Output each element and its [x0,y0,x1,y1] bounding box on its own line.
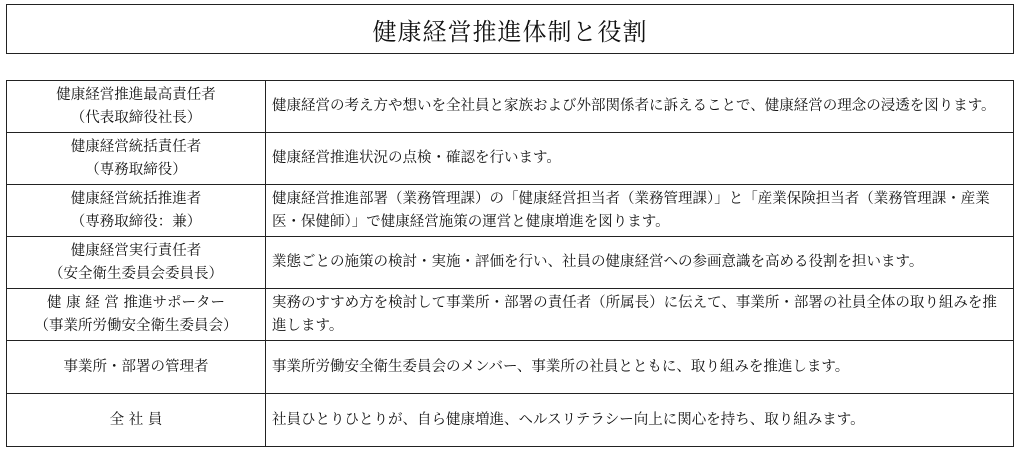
role-name: 健 康 経 営 推進サポーター [47,294,225,311]
role-name: 健康経営統括推進者 [70,190,202,207]
role-description: 事業所労働安全衛生委員会のメンバー、事業所の社員とともに、取り組みを推進します。 [272,358,850,375]
table-row [7,237,1014,289]
table-row [7,185,1014,237]
role-position: （事業所労働安全衛生委員会） [34,317,238,334]
table-row [7,341,1014,394]
roles-table [6,80,1014,447]
table-row [7,289,1014,341]
description-cell [266,289,1014,341]
role-description: 実務のすすめ方を検討して事業所・部署の責任者（所属長）に伝えて、事業所・部署の社員全体の取り組みを推進します。 [272,294,997,334]
role-cell [7,133,266,185]
role-cell [7,289,266,341]
role-name: 健康経営統括責任者 [70,138,202,155]
role-cell [7,185,266,237]
role-position: （専務取締役） [85,161,187,178]
description-cell [266,81,1014,133]
page-title-box [6,4,1014,54]
role-name: 健康経営実行責任者 [70,242,202,259]
role-description: 健康経営推進部署（業務管理課）の「健康経営担当者（業務管理課）」と「産業保険担当者（業務管理課・産業医・保健師）」で健康経営施策の運営と健康増進を図ります。 [272,190,990,230]
role-position: （専務取締役：兼） [70,213,202,230]
role-cell [7,237,266,289]
description-cell [266,185,1014,237]
role-position: （代表取締役社長） [70,109,202,126]
role-position: （安全衛生委員会委員長） [49,265,223,282]
page-title: 健康経営推進体制と役割 [372,17,648,46]
role-cell [7,341,266,394]
description-cell [266,133,1014,185]
role-description: 健康経営推進状況の点検・確認を行います。 [272,150,561,166]
role-description: 健康経営の考え方や想いを全社員と家族および外部関係者に訴えることで、健康経営の理念の浸透を図ります。 [272,98,996,114]
role-name: 健康経営推進最高責任者 [56,86,216,103]
role-cell [7,394,266,447]
description-cell [266,237,1014,289]
role-cell [7,81,266,133]
table-row [7,133,1014,185]
table-row [7,394,1014,447]
role-description: 業態ごとの施策の検討・実施・評価を行い、社員の健康経営への参画意識を高める役割を担います。 [272,254,924,270]
description-cell [266,341,1014,394]
role-description: 社員ひとりひとりが、自ら健康増進、ヘルスリテラシー向上に関心を持ち、取り組みます。 [272,411,865,428]
role-name: 全 社 員 [109,411,163,428]
role-name: 事業所・部署の管理者 [63,358,209,375]
table-row [7,81,1014,133]
description-cell [266,394,1014,447]
